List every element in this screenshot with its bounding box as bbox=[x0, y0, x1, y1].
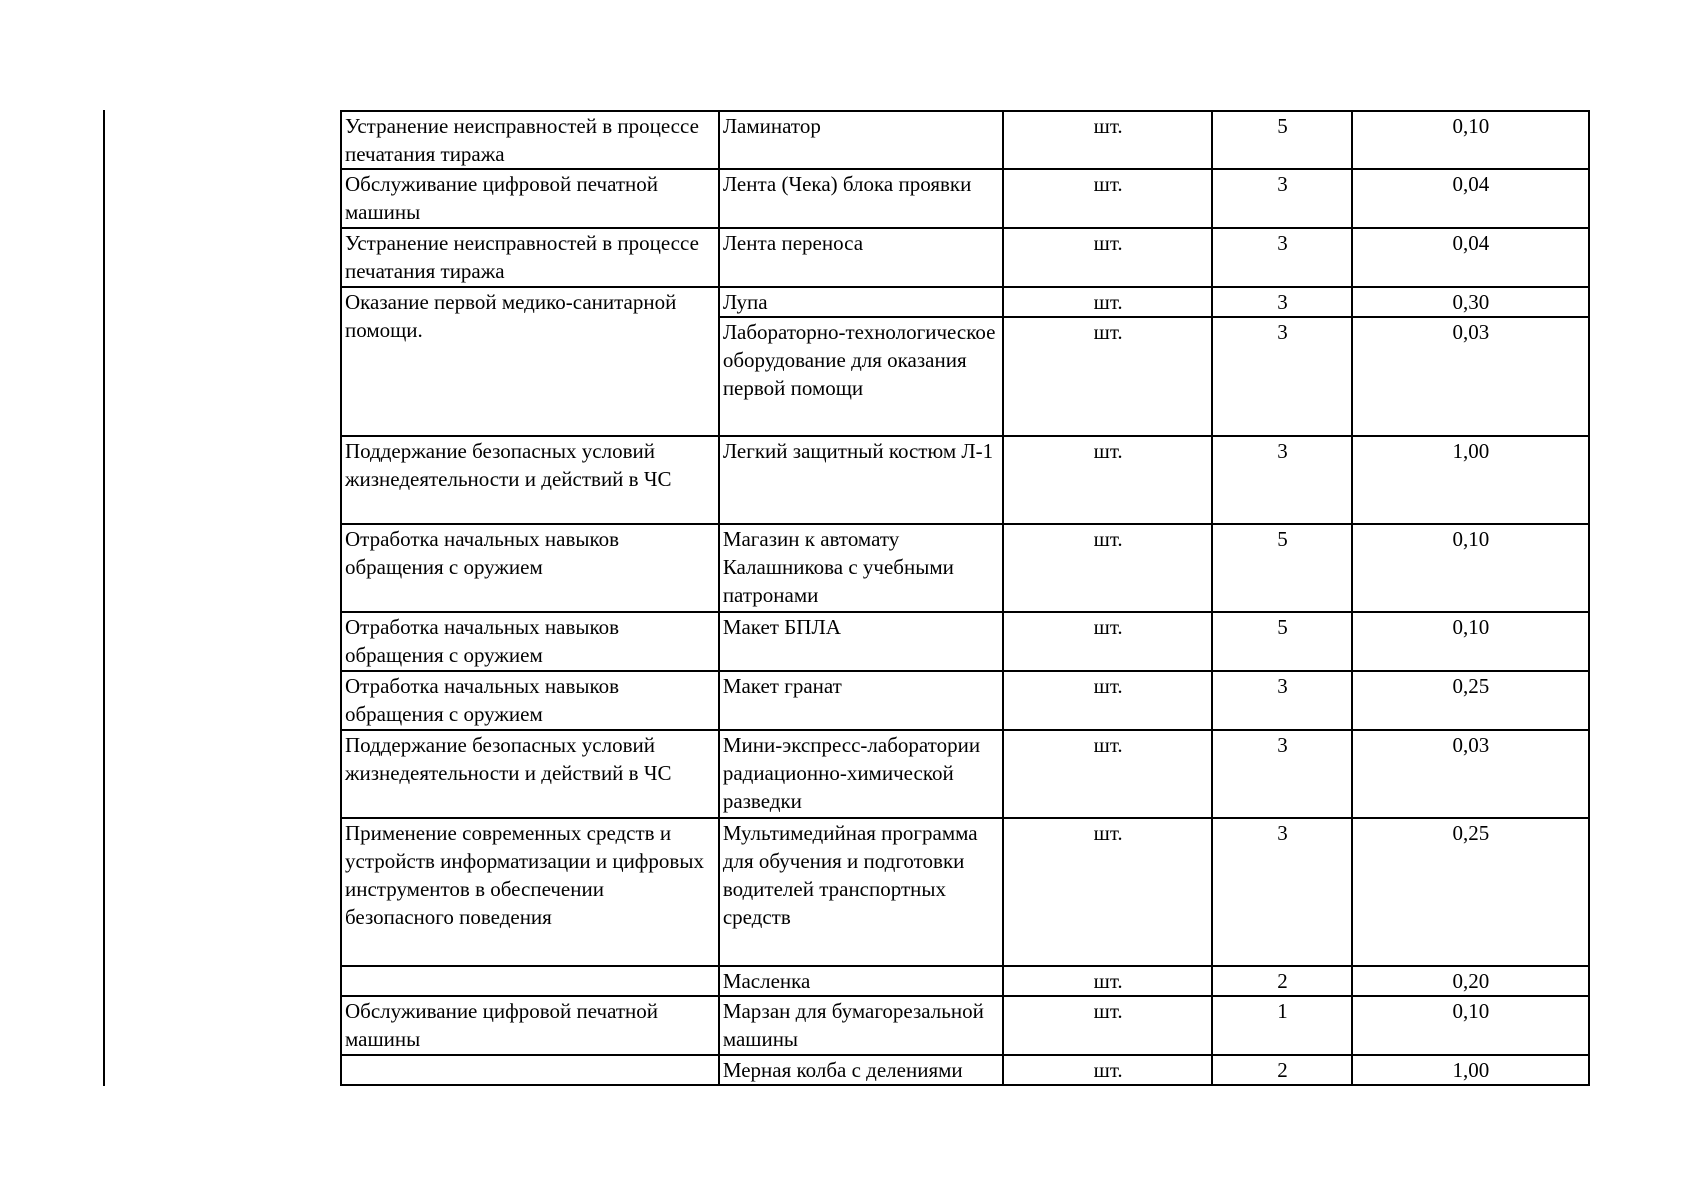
unit-cell: шт. bbox=[1003, 436, 1212, 524]
qty-cell: 5 bbox=[1212, 612, 1352, 671]
purpose-cell bbox=[341, 966, 719, 996]
item-cell: Магазин к автомату Калашникова с учебными патронами bbox=[719, 524, 1003, 612]
item-cell: Лента (Чека) блока проявки bbox=[719, 169, 1003, 228]
purpose-cell: Поддержание безопасных условий жизнедеятельности и действий в ЧС bbox=[341, 730, 719, 818]
unit-cell: шт. bbox=[1003, 996, 1212, 1055]
value-cell: 0,10 bbox=[1352, 524, 1589, 612]
value-cell: 0,03 bbox=[1352, 317, 1589, 436]
purpose-cell: Поддержание безопасных условий жизнедеятельности и действий в ЧС bbox=[341, 436, 719, 524]
qty-cell: 2 bbox=[1212, 966, 1352, 996]
qty-cell: 3 bbox=[1212, 169, 1352, 228]
purpose-cell: Отработка начальных навыков обращения с оружием bbox=[341, 671, 719, 730]
unit-cell: шт. bbox=[1003, 966, 1212, 996]
purpose-cell: Применение современных средств и устройств информатизации и цифровых инструментов в обеспечении безопасного поведения bbox=[341, 818, 719, 966]
purpose-cell: Устранение неисправностей в процессе печатания тиража bbox=[341, 228, 719, 287]
unit-cell: шт. bbox=[1003, 671, 1212, 730]
purpose-cell: Отработка начальных навыков обращения с оружием bbox=[341, 524, 719, 612]
qty-cell: 3 bbox=[1212, 730, 1352, 818]
value-cell: 0,10 bbox=[1352, 612, 1589, 671]
purpose-cell: Устранение неисправностей в процессе печатания тиража bbox=[341, 111, 719, 169]
purpose-cell bbox=[341, 1055, 719, 1085]
table-row bbox=[341, 524, 1589, 612]
value-cell: 0,30 bbox=[1352, 287, 1589, 317]
qty-cell: 3 bbox=[1212, 317, 1352, 436]
unit-cell: шт. bbox=[1003, 169, 1212, 228]
value-cell: 1,00 bbox=[1352, 436, 1589, 524]
purpose-cell: Оказание первой медико-санитарной помощи. bbox=[341, 287, 719, 436]
unit-cell: шт. bbox=[1003, 818, 1212, 966]
item-cell: Лупа bbox=[719, 287, 1003, 317]
unit-cell: шт. bbox=[1003, 111, 1212, 169]
value-cell: 0,20 bbox=[1352, 966, 1589, 996]
value-cell: 0,25 bbox=[1352, 671, 1589, 730]
value-cell: 0,03 bbox=[1352, 730, 1589, 818]
value-cell: 0,04 bbox=[1352, 169, 1589, 228]
unit-cell: шт. bbox=[1003, 612, 1212, 671]
value-cell: 0,25 bbox=[1352, 818, 1589, 966]
qty-cell: 1 bbox=[1212, 996, 1352, 1055]
item-cell: Макет БПЛА bbox=[719, 612, 1003, 671]
item-cell: Масленка bbox=[719, 966, 1003, 996]
item-cell: Ламинатор bbox=[719, 111, 1003, 169]
table-row bbox=[341, 436, 1589, 524]
item-cell: Мультимедийная программа для обучения и подготовки водителей транспортных средств bbox=[719, 818, 1003, 966]
unit-cell: шт. bbox=[1003, 1055, 1212, 1085]
qty-cell: 3 bbox=[1212, 287, 1352, 317]
table-row bbox=[341, 966, 1589, 996]
item-cell: Легкий защитный костюм Л-1 bbox=[719, 436, 1003, 524]
value-cell: 0,04 bbox=[1352, 228, 1589, 287]
table-row bbox=[341, 996, 1589, 1055]
table-row bbox=[341, 612, 1589, 671]
left-margin-line bbox=[103, 110, 105, 1086]
item-cell: Лента переноса bbox=[719, 228, 1003, 287]
item-cell: Лабораторно-технологическое оборудование для оказания первой помощи bbox=[719, 317, 1003, 436]
unit-cell: шт. bbox=[1003, 287, 1212, 317]
unit-cell: шт. bbox=[1003, 228, 1212, 287]
value-cell: 0,10 bbox=[1352, 996, 1589, 1055]
table-row bbox=[341, 818, 1589, 966]
qty-cell: 2 bbox=[1212, 1055, 1352, 1085]
table-row bbox=[341, 111, 1589, 169]
qty-cell: 5 bbox=[1212, 111, 1352, 169]
table-row bbox=[341, 287, 1589, 317]
table-row bbox=[341, 228, 1589, 287]
item-cell: Мини-экспресс-лаборатории радиационно-химической разведки bbox=[719, 730, 1003, 818]
table-row bbox=[341, 730, 1589, 818]
qty-cell: 3 bbox=[1212, 818, 1352, 966]
qty-cell: 3 bbox=[1212, 671, 1352, 730]
item-cell: Макет гранат bbox=[719, 671, 1003, 730]
unit-cell: шт. bbox=[1003, 524, 1212, 612]
value-cell: 1,00 bbox=[1352, 1055, 1589, 1085]
value-cell: 0,10 bbox=[1352, 111, 1589, 169]
qty-cell: 3 bbox=[1212, 228, 1352, 287]
purpose-cell: Обслуживание цифровой печатной машины bbox=[341, 169, 719, 228]
qty-cell: 3 bbox=[1212, 436, 1352, 524]
table-row bbox=[341, 1055, 1589, 1085]
purpose-cell: Отработка начальных навыков обращения с оружием bbox=[341, 612, 719, 671]
table-row bbox=[341, 671, 1589, 730]
unit-cell: шт. bbox=[1003, 317, 1212, 436]
unit-cell: шт. bbox=[1003, 730, 1212, 818]
item-cell: Марзан для бумагорезальной машины bbox=[719, 996, 1003, 1055]
table-row bbox=[341, 169, 1589, 228]
item-cell: Мерная колба с делениями bbox=[719, 1055, 1003, 1085]
purpose-cell: Обслуживание цифровой печатной машины bbox=[341, 996, 719, 1055]
equipment-table bbox=[340, 110, 1590, 1086]
qty-cell: 5 bbox=[1212, 524, 1352, 612]
